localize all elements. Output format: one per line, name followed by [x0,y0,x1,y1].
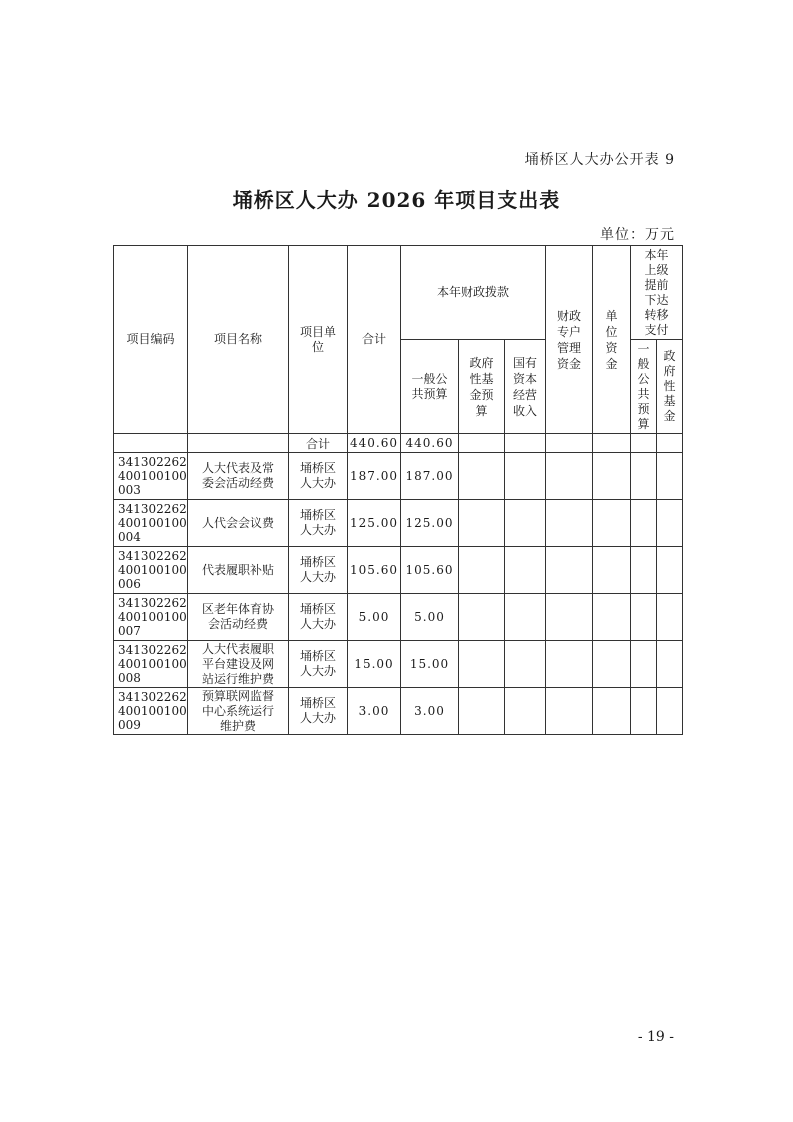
header-total: 合计 [348,246,401,434]
empty-cell [631,594,657,641]
empty-cell [631,688,657,735]
empty-cell [546,434,593,453]
empty-cell [593,594,631,641]
empty-cell [505,641,546,688]
header-fiscal-group: 本年财政拨款 [401,246,546,340]
empty-cell [631,453,657,500]
table-row [114,500,683,547]
total-row [114,434,683,453]
table-row [114,547,683,594]
project-name-cell: 区老年体育协 会活动经费 [188,594,289,641]
header-code: 项目编码 [114,246,188,434]
project-total-cell: 187.00 [348,453,401,500]
project-general-budget-cell: 15.00 [401,641,459,688]
project-code-cell: 341302262 400100100 008 [114,641,188,688]
empty-cell [657,594,683,641]
total-general: 440.60 [401,434,459,453]
header-transfer-general: 一 般 公 共 预 算 [631,340,657,434]
project-expenditure-table [113,245,683,735]
empty-cell [657,547,683,594]
empty-cell [657,500,683,547]
header-transfer-group: 本年 上级 提前 下达 转移 支付 [631,246,683,340]
table-row [114,453,683,500]
table-row [114,641,683,688]
total-amount: 440.60 [348,434,401,453]
empty-cell [505,500,546,547]
header-transfer-gov-fund: 政 府 性 基 金 [657,340,683,434]
project-code-cell: 341302262 400100100 004 [114,500,188,547]
empty-cell [593,453,631,500]
empty-cell [505,688,546,735]
project-total-cell: 15.00 [348,641,401,688]
project-general-budget-cell: 105.60 [401,547,459,594]
project-name-cell: 代表履职补贴 [188,547,289,594]
project-total-cell: 125.00 [348,500,401,547]
header-general-budget: 一般公 共预算 [401,340,459,434]
empty-cell [459,594,505,641]
empty-cell [546,547,593,594]
empty-cell [505,594,546,641]
empty-cell [546,453,593,500]
empty-cell [459,688,505,735]
empty-cell [593,547,631,594]
empty-cell [505,547,546,594]
project-name-cell: 预算联网监督 中心系统运行 维护费 [188,688,289,735]
project-unit-cell: 埇桥区 人大办 [289,641,348,688]
empty-cell [593,434,631,453]
project-name-cell: 人大代表及常 委会活动经费 [188,453,289,500]
page-title: 埇桥区人大办 2026 年项目支出表 [232,188,561,212]
empty-cell [546,594,593,641]
project-code-cell: 341302262 400100100 007 [114,594,188,641]
project-name-cell: 人代会会议费 [188,500,289,547]
project-general-budget-cell: 3.00 [401,688,459,735]
unit-label: 单位：万元 [600,227,675,243]
empty-cell [505,434,546,453]
project-general-budget-cell: 5.00 [401,594,459,641]
empty-cell [459,641,505,688]
project-code-cell: 341302262 400100100 006 [114,547,188,594]
empty-cell [631,434,657,453]
project-general-budget-cell: 125.00 [401,500,459,547]
empty-cell [631,500,657,547]
project-unit-cell: 埇桥区 人大办 [289,453,348,500]
header-name: 项目名称 [188,246,289,434]
total-label: 合计 [289,434,348,453]
project-unit-cell: 埇桥区 人大办 [289,500,348,547]
empty-cell [657,688,683,735]
project-total-cell: 105.60 [348,547,401,594]
header-unit: 项目单 位 [289,246,348,434]
empty-cell [546,688,593,735]
empty-cell [593,641,631,688]
project-code-cell: 341302262 400100100 009 [114,688,188,735]
empty-cell [546,641,593,688]
header-special-fund: 财政 专户 管理 资金 [546,246,593,434]
empty-cell [631,641,657,688]
project-total-cell: 3.00 [348,688,401,735]
project-total-cell: 5.00 [348,594,401,641]
project-name-cell: 人大代表履职 平台建设及网 站运行维护费 [188,641,289,688]
header-row-1 [114,246,683,340]
project-code-cell: 341302262 400100100 003 [114,453,188,500]
empty-cell [459,500,505,547]
empty-cell [546,500,593,547]
table-row [114,688,683,735]
table-tag: 埇桥区人大办公开表 9 [524,152,675,168]
total-code-cell [114,434,188,453]
empty-cell [459,547,505,594]
page-number: - 19 - [637,1029,674,1045]
total-name-cell [188,434,289,453]
project-unit-cell: 埇桥区 人大办 [289,688,348,735]
empty-cell [657,434,683,453]
header-state-capital: 国有 资本 经营 收入 [505,340,546,434]
table-row [114,594,683,641]
project-unit-cell: 埇桥区 人大办 [289,547,348,594]
empty-cell [459,453,505,500]
empty-cell [505,453,546,500]
empty-cell [657,453,683,500]
header-gov-fund: 政府 性基 金预 算 [459,340,505,434]
header-unit-fund: 单 位 资 金 [593,246,631,434]
empty-cell [631,547,657,594]
project-unit-cell: 埇桥区 人大办 [289,594,348,641]
empty-cell [593,688,631,735]
empty-cell [657,641,683,688]
empty-cell [593,500,631,547]
project-general-budget-cell: 187.00 [401,453,459,500]
empty-cell [459,434,505,453]
